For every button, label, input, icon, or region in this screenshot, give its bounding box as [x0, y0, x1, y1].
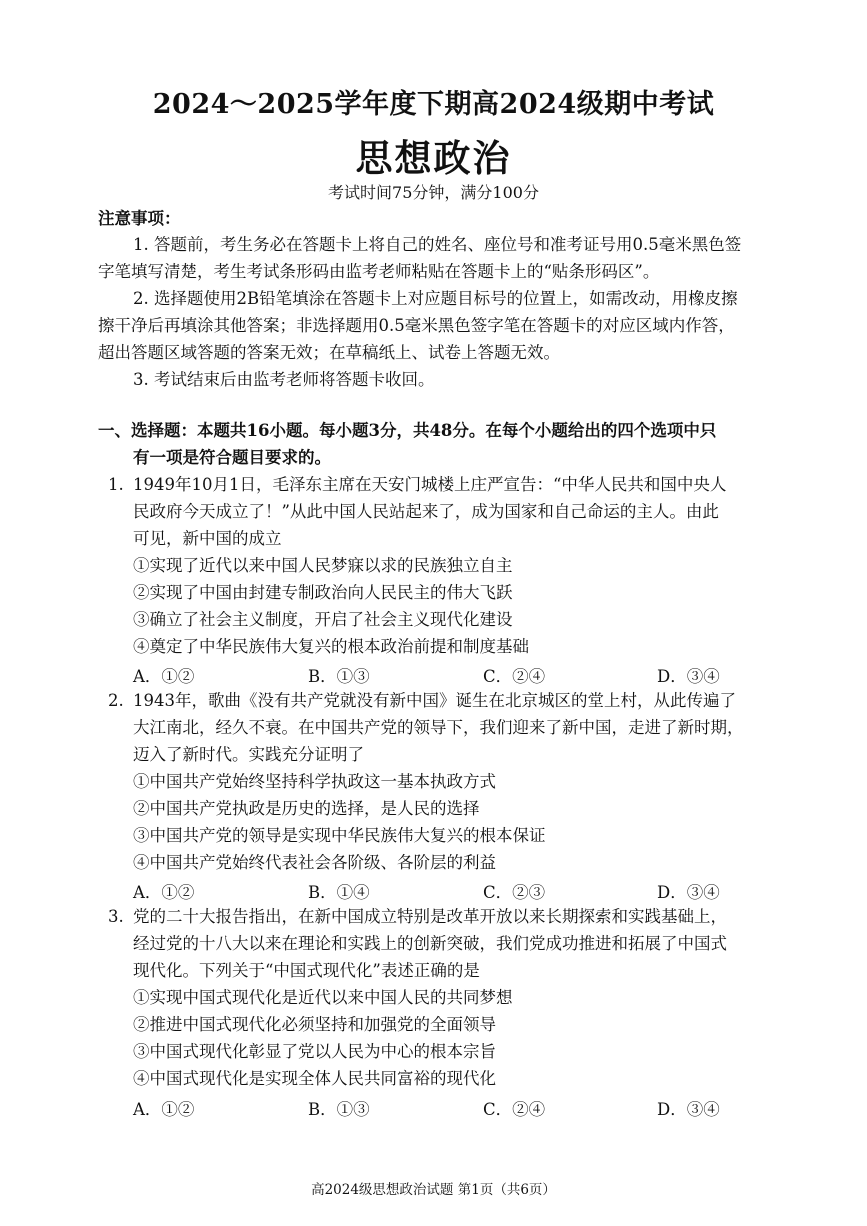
- option-a: A．①②: [133, 667, 195, 686]
- section-heading: 一、选择题：本题共16小题。每小题3分，共48分。在每个小题给出的四个选项中只: [98, 421, 717, 440]
- subject-title: 思想政治: [355, 136, 512, 180]
- statement: ①中国共产党始终坚持科学执政这一基本执政方式: [133, 772, 496, 791]
- answer-options: [133, 663, 773, 685]
- question-stem: 党的二十大报告指出，在新中国成立特别是改革开放以来长期探索和实践基础上，: [133, 907, 727, 926]
- statement: ③确立了社会主义制度，开启了社会主义现代化建设: [133, 610, 513, 629]
- question-stem: 民政府今天成立了！”从此中国人民站起来了，成为国家和自己命运的主人。由此: [133, 502, 719, 521]
- question-stem: 迈入了新时代。实践充分证明了: [133, 745, 364, 764]
- option-a: A．①②: [133, 883, 195, 902]
- statement: ④中国式现代化是实现全体人民共同富裕的现代化: [133, 1069, 496, 1088]
- option-b: B．①③: [308, 1100, 370, 1119]
- question-stem: 1949年10月1日，毛泽东主席在天安门城楼上庄严宣告：“中华人民共和国中央人: [133, 475, 727, 494]
- statement: ①实现了近代以来中国人民梦寐以求的民族独立自主: [133, 556, 513, 575]
- answer-options: [133, 879, 773, 901]
- statement: ④中国共产党始终代表社会各阶级、各阶层的利益: [133, 853, 496, 872]
- notice-line: 1. 答题前，考生务必在答题卡上将自己的姓名、座位号和准考证号用0.5毫米黑色签: [133, 235, 742, 254]
- question-stem: 1943年，歌曲《没有共产党就没有新中国》诞生在北京城区的堂上村，从此传遍了: [133, 691, 736, 710]
- statement: ②实现了中国由封建专制政治向人民民主的伟大飞跃: [133, 583, 513, 602]
- option-b: B．①④: [308, 883, 370, 902]
- option-d: D．③④: [657, 1100, 720, 1119]
- notice-line: 字笔填写清楚，考生考试条形码由监考老师粘贴在答题卡上的“贴条形码区”。: [98, 262, 660, 281]
- option-c: C．②④: [483, 667, 546, 686]
- page-footer: 高2024级思想政治试题 第1页（共6页）: [311, 1182, 556, 1198]
- option-b: B．①③: [308, 667, 370, 686]
- section-heading-cont: 有一项是符合题目要求的。: [133, 448, 331, 467]
- option-a: A．①②: [133, 1100, 195, 1119]
- statement: ②推进中国式现代化必须坚持和加强党的全面领导: [133, 1015, 496, 1034]
- exam-title: 2024～2025学年度下期高2024级期中考试: [152, 89, 715, 120]
- question-number: 2.: [108, 691, 124, 710]
- notice-line: 超出答题区域答题的答案无效；在草稿纸上、试卷上答题无效。: [98, 343, 560, 362]
- question-number: 1.: [108, 475, 124, 494]
- notice-heading: 注意事项：: [98, 209, 181, 228]
- option-d: D．③④: [657, 883, 720, 902]
- statement: ①实现中国式现代化是近代以来中国人民的共同梦想: [133, 988, 513, 1007]
- statement: ③中国式现代化彰显了党以人民为中心的根本宗旨: [133, 1042, 496, 1061]
- option-c: C．②④: [483, 1100, 546, 1119]
- answer-options: [133, 1096, 773, 1118]
- notice-line: 2. 选择题使用2B铅笔填涂在答题卡上对应题目标号的位置上，如需改动，用橡皮擦: [133, 289, 738, 308]
- statement: ④奠定了中华民族伟大复兴的根本政治前提和制度基础: [133, 637, 529, 656]
- notice-line: 擦干净后再填涂其他答案；非选择题用0.5毫米黑色签字笔在答题卡的对应区域内作答，: [98, 316, 735, 335]
- question-stem: 现代化。下列关于“中国式现代化”表述正确的是: [133, 961, 480, 980]
- option-d: D．③④: [657, 667, 720, 686]
- notice-line: 3. 考试结束后由监考老师将答题卡收回。: [133, 370, 435, 389]
- exam-info: 考试时间75分钟，满分100分: [328, 183, 539, 202]
- option-c: C．②③: [483, 883, 546, 902]
- question-stem: 可见，新中国的成立: [133, 529, 282, 548]
- question-number: 3.: [108, 907, 124, 926]
- question-stem: 经过党的十八大以来在理论和实践上的创新突破，我们党成功推进和拓展了中国式: [133, 934, 727, 953]
- statement: ②中国共产党执政是历史的选择，是人民的选择: [133, 799, 480, 818]
- statement: ③中国共产党的领导是实现中华民族伟大复兴的根本保证: [133, 826, 546, 845]
- question-stem: 大江南北，经久不衰。在中国共产党的领导下，我们迎来了新中国，走进了新时期，: [133, 718, 744, 737]
